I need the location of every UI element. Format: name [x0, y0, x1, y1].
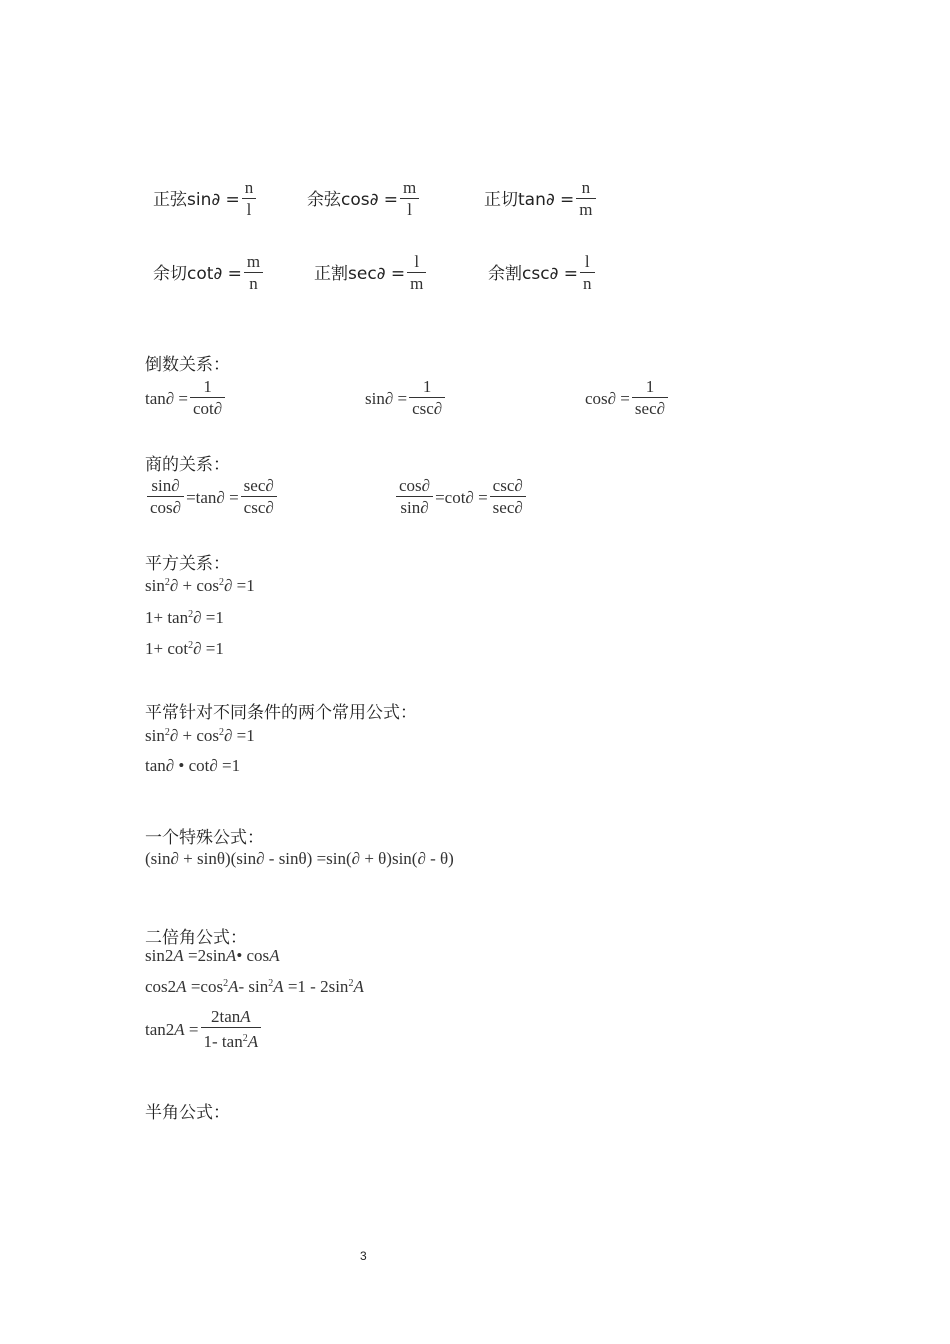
common-line-1: $\sin^2\partial + \cos^2\partial =1$: [145, 726, 255, 745]
double-line-2: $\cos 2A =\cos^2A-$ $\sin^2A =1 - 2\sin^2A$: [145, 977, 364, 996]
denominator: l: [407, 200, 413, 219]
square-line-1: $\sin^2\partial + \cos^2\partial =1$: [145, 576, 255, 595]
double-line-1: sin2A =2sinA• cosA: [145, 946, 280, 965]
common-line-2: tan∂ • cot∂ =1: [145, 756, 241, 775]
numerator: m: [246, 252, 261, 271]
denominator: n: [249, 274, 258, 293]
quotient-heading: 商的关系：: [145, 455, 230, 475]
def-tan: [484, 178, 598, 221]
reciprocal-heading: 倒数关系：: [145, 355, 230, 375]
denominator: sec∂: [634, 399, 666, 418]
fraction: [409, 377, 445, 420]
denominator: sec∂: [492, 498, 523, 517]
square-line-3: $1+ \cot^2\partial =1$: [145, 639, 224, 658]
def-sec-fraction: [407, 252, 426, 295]
def-cot-fraction: [244, 252, 263, 295]
numerator: 2tanA: [210, 1007, 251, 1026]
denominator: cot∂: [193, 399, 223, 418]
def-cot: [153, 252, 265, 295]
double-heading: 二倍角公式：: [145, 928, 247, 948]
numerator: sin∂: [151, 476, 180, 495]
lhs: sin∂ =: [365, 388, 408, 408]
def-cos-lhs: 余弦cos∂ =: [307, 189, 399, 210]
fraction: [147, 476, 184, 519]
fraction: [201, 1007, 262, 1053]
def-csc: [488, 252, 597, 295]
denominator: n: [583, 274, 592, 293]
def-cos-fraction: [400, 178, 419, 221]
numerator: 1: [422, 377, 432, 396]
quotient-formula-2: [394, 476, 528, 519]
denominator: l: [246, 200, 252, 219]
middle: =cot∂ =: [435, 487, 488, 507]
def-sin: [153, 178, 258, 221]
denominator: sin∂: [400, 498, 429, 517]
numerator: 1: [203, 377, 212, 396]
reciprocal-cos: [585, 377, 670, 420]
square-line-2: $1+ \tan^2\partial =1$: [145, 608, 224, 627]
def-sec: [314, 252, 428, 295]
fraction: [632, 377, 668, 420]
denominator: csc∂: [243, 498, 274, 517]
reciprocal-sin: [365, 377, 447, 420]
denominator: 1- $\tan^2A$: [203, 1032, 259, 1051]
double-line-3: tan2A = $\frac{2\tan A}{1- \tan^2A}$: [145, 1007, 263, 1053]
fraction: [490, 476, 526, 519]
special-heading: 一个特殊公式：: [145, 828, 264, 848]
def-cos: [307, 178, 421, 221]
middle: =tan∂ =: [186, 487, 239, 507]
def-sec-lhs: 正割sec∂ =: [314, 263, 406, 284]
denominator: csc∂: [412, 399, 443, 418]
numerator: 1: [645, 377, 655, 396]
def-cot-lhs: 余切cot∂ =: [153, 263, 242, 284]
def-csc-fraction: [580, 252, 595, 295]
def-sin-lhs: 正弦sin∂ =: [153, 189, 240, 210]
special-formula: (sin∂ + sinθ)(sin∂ - sinθ) =sin(∂ + θ)sin(∂ - θ): [145, 849, 454, 868]
def-sin-fraction: [242, 178, 257, 221]
denominator: m: [579, 200, 593, 219]
numerator: n: [244, 178, 254, 197]
numerator: l: [584, 252, 590, 271]
page-number: 3: [360, 1249, 367, 1263]
denominator: m: [410, 274, 424, 293]
numerator: m: [403, 178, 417, 197]
reciprocal-tan: [145, 377, 227, 420]
numerator: csc∂: [492, 476, 523, 495]
fraction: [241, 476, 277, 519]
def-csc-lhs: 余割csc∂ =: [488, 263, 578, 284]
square-heading: 平方关系：: [145, 554, 230, 574]
numerator: sec∂: [243, 476, 274, 495]
lhs: cos∂ =: [585, 388, 630, 408]
numerator: cos∂: [399, 476, 431, 495]
common-heading: 平常针对不同条件的两个常用公式：: [145, 703, 417, 723]
denominator: cos∂: [150, 498, 182, 517]
fraction: [396, 476, 433, 519]
lhs: tan∂ =: [145, 388, 189, 408]
fraction: [190, 377, 225, 420]
def-tan-lhs: 正切tan∂ =: [484, 189, 575, 210]
quotient-formula-1: [145, 476, 279, 519]
numerator: n: [581, 178, 591, 197]
def-tan-fraction: [576, 178, 595, 221]
half-heading: 半角公式：: [145, 1103, 230, 1123]
numerator: l: [414, 252, 420, 271]
